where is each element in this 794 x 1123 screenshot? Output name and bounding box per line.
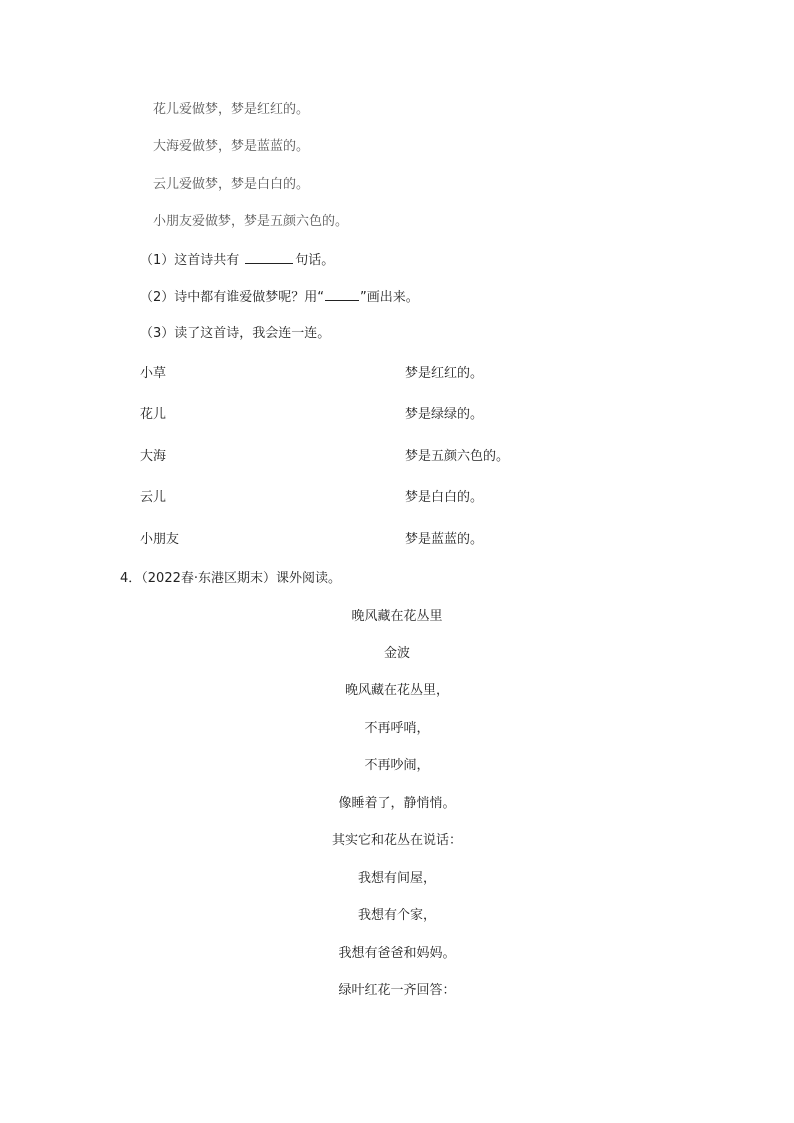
question-1-suffix: 句话。: [295, 253, 335, 268]
poem-line: 不再呼哨，: [364, 721, 430, 736]
poem-line: 花儿爱做梦，梦是红红的。: [153, 102, 310, 117]
match-right-item: 梦是红红的。: [405, 366, 484, 381]
poem-line: 绿叶红花一齐回答：: [338, 983, 456, 998]
question-2-text: （2）诗中都有谁爱做梦呢？用“: [140, 290, 325, 305]
match-right-item: 梦是白白的。: [405, 490, 484, 505]
answer-blank: [245, 251, 293, 264]
match-left-item: 小朋友: [140, 532, 180, 547]
poem-line: 像睡着了，静悄悄。: [338, 796, 456, 811]
question-4-header: 4．（2022春·东港区期末）课外阅读。: [120, 571, 341, 586]
poem-title: 晚风藏在花丛里: [351, 609, 443, 624]
poem-line: 其实它和花丛在说话：: [331, 833, 462, 848]
poem-line: 大海爱做梦，梦是蓝蓝的。: [153, 139, 310, 154]
poem-line: 我想有个家，: [357, 908, 436, 923]
question-1-text: （1）这首诗共有: [140, 253, 240, 268]
poem-line: 我想有间屋，: [357, 871, 436, 886]
question-1: [140, 251, 334, 270]
match-right-item: 梦是绿绿的。: [405, 407, 484, 422]
match-left-item: 云儿: [140, 490, 167, 505]
poem-line: 晚风藏在花丛里，: [344, 683, 449, 698]
poem-line: 不再吵闹，: [364, 758, 430, 773]
match-left-item: 小草: [140, 366, 167, 381]
match-right-item: 梦是五颜六色的。: [405, 449, 510, 464]
question-3: （3）读了这首诗，我会连一连。: [140, 326, 331, 341]
poem-line: 云儿爱做梦，梦是白白的。: [153, 177, 310, 192]
poem-line: 小朋友爱做梦，梦是五颜六色的。: [153, 214, 349, 229]
match-left-item: 大海: [140, 449, 167, 464]
underline-sample: [325, 288, 359, 301]
match-right-item: 梦是蓝蓝的。: [405, 532, 484, 547]
match-left-item: 花儿: [140, 407, 167, 422]
poem-line: 我想有爸爸和妈妈。: [338, 946, 456, 961]
question-2-suffix: ”画出来。: [360, 290, 419, 305]
poem-author: 金波: [383, 646, 410, 661]
question-2: [140, 288, 419, 307]
